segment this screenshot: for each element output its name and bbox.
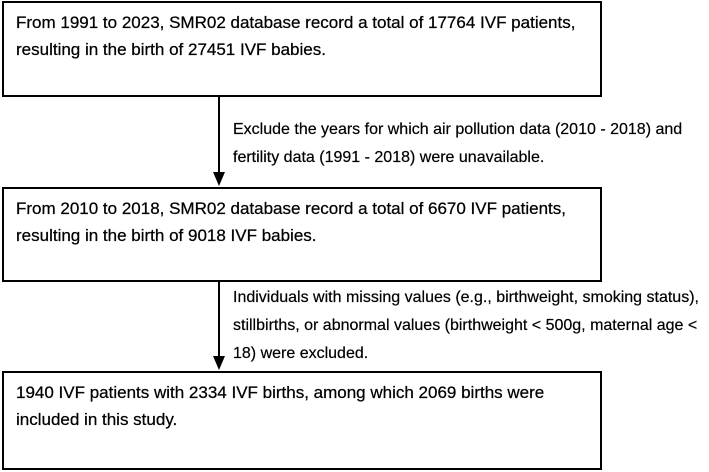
flow-box-study-period-cohort-text: From 2010 to 2018, SMR02 database record a total of 6670 IVF patients, resulting in the birth of 9018 IVF babies. [16, 199, 566, 245]
exclusion-note-years: Exclude the years for which air pollution data (2010 - 2018) and fertility data (1991 - 2018) were unavailable. [233, 121, 683, 166]
arrow-2-head [213, 356, 225, 370]
arrow-1-head [213, 172, 225, 186]
flow-box-initial-cohort-text: From 1991 to 2023, SMR02 database record a total of 17764 IVF patients, resulting in the birth of 27451 IVF babies. [16, 13, 576, 59]
flow-box-final-cohort-text: 1940 IVF patients with 2334 IVF births, among which 2069 births were included in this study. [16, 383, 545, 429]
exclusion-note-missing-values: Individuals with missing values (e.g., birthweight, smoking status), stillbirths, or abnormal values (birthweight < 500g, maternal age < 18) were excluded. [233, 289, 699, 362]
